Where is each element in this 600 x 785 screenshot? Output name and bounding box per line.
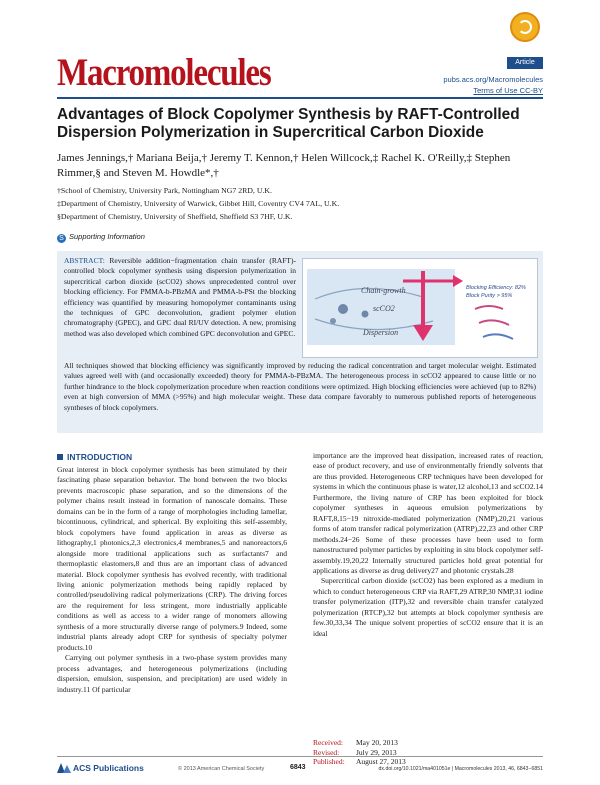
copyright-notice: © 2013 American Chemical Society [178, 766, 265, 772]
affiliation-3: §Department of Chemistry, University of Sheffield, Sheffield S3 7HF, U.K. [57, 212, 293, 221]
header-divider [57, 97, 543, 99]
revised-date: July 29, 2013 [356, 747, 397, 757]
right-column [313, 451, 543, 639]
terms-of-use-link[interactable]: Terms of Use CC-BY [473, 86, 543, 95]
footer-divider [57, 756, 543, 757]
toc-label-chain: Chain-growth [361, 286, 406, 295]
toc-label-dispersion: Dispersion [363, 328, 399, 337]
received-row [313, 738, 406, 748]
toc-label-conversion: Block Purity > 95% [466, 293, 513, 299]
toc-graphic-svg [303, 259, 539, 359]
abstract-text-part1 [64, 256, 296, 339]
page-number: 6843 [290, 764, 306, 771]
toc-label-blocking: Blocking Efficiency: 82% [466, 285, 526, 291]
publisher-name: ACS Publications [73, 763, 144, 773]
abstract-body-1: Reversible addition−fragmentation chain transfer (RAFT)-controlled block copolymer synthesis using dispersion polymerization in supercritical carbon dioxide (scCO2) shows unprecedented control over blocking efficiency. For PMMA-b-PBzMA and PMMA-b-PSt the blocking efficiency was quantified by measuring homopolymer contaminants using the techniques of GPC deconvolution, gradient polymer elution chromatography (GPEC), and GPC dual RI/UV detection. A new, promising method was also developed which combined GPC deconvolution and GPEC. [64, 256, 296, 338]
toc-label-co2: scCO2 [373, 304, 395, 313]
article-type-badge: Article [507, 57, 543, 69]
toc-polymer-strand [479, 320, 509, 325]
author-list: James Jennings,† Mariana Beija,† Jeremy T. Kennon,† Helen Willcock,‡ Rachel K. O'Reilly,‡ Stephen Rimmer,§ and Steven M. Howdle*,† [57, 152, 511, 179]
doi-citation[interactable]: dx.doi.org/10.1021/ma401051e | Macromolecules 2013, 46, 6843−6851 [378, 766, 543, 772]
acs-logo-icon [57, 763, 71, 773]
left-column [57, 465, 287, 695]
intro-paragraph-4: Supercritical carbon dioxide (scCO2) has been explored as a medium in which to conduct heterogeneous CRP via RAFT,29 ATRP,30 NMP,31 iodine transfer polymerization (ITP),32 and reversible chain transfer catalyzed polymerization (RTCP),32 but attempts at block copolymer synthesis are few.30,33,34 The unique solvent properties of scCO2 ensure that it is an ideal [313, 576, 543, 638]
toc-graphic [302, 258, 538, 358]
supporting-info-icon: S [57, 234, 66, 243]
supporting-info-link[interactable] [57, 232, 145, 243]
journal-url-link[interactable]: pubs.acs.org/Macromolecules [443, 75, 543, 84]
supporting-info-label: Supporting Information [69, 232, 145, 241]
affiliation-1: †School of Chemistry, University Park, Nottingham NG7 2RD, U.K. [57, 186, 272, 195]
received-label: Received: [313, 738, 343, 747]
intro-paragraph-2: Carrying out polymer synthesis in a two-phase system provides many process advantages, and heterogeneous polymerizations (including dispersion, emulsion, suspension, and precipitation) are used widely in industry.11 Of particular [57, 653, 287, 694]
toc-particle [338, 304, 348, 314]
abstract-text-part2: All techniques showed that blocking efficiency was significantly improved by reducing the radical concentration and target molecular weight. Estimated values agreed well with (and occasionally exceeded) theory for PMMA-b-PBzMA. The heterogeneous process in scCO2 appeared to cause little or no further hindrance to the block copolymerization procedure when reaction conditions were optimized. High blocking efficiencies were achieved (up to 82%) even at high conversion of MMA (>95%) and high molecular weight. These data compare favorably to numerous published reports of heterogeneous syntheses of block copolymers. [64, 361, 536, 412]
toc-polymer-strand [475, 306, 503, 309]
received-date: May 20, 2013 [356, 738, 398, 747]
publication-history [313, 738, 406, 767]
article-title: Advantages of Block Copolymer Synthesis by RAFT-Controlled Dispersion Polymerization in Supercritical Carbon Dioxide [57, 106, 520, 141]
affiliation-2: ‡Department of Chemistry, University of Warwick, Gibbet Hill, Coventry CV4 7AL, U.K. [57, 199, 340, 208]
revised-label: Revised: [313, 747, 340, 757]
toc-particle [362, 311, 369, 318]
intro-paragraph-1: Great interest in block copolymer synthesis has been stimulated by their fascinating phase separation behavior. The bond between the two blocks prevents macroscopic phase separation, and so the dimensions of the polymer chains result instead in formation of nanoscale domains. These domains can be in the form of a range of morphologies including lamellar, bicontinuous, cylindrical, and spherical. By exploiting this self-assembly, block copolymers have found application in areas as diverse as lithography,1 photonics,2,3 electronics,4 membranes,5 and nanoreactors,6 alongside more traditional applications such as surfactants7 and thermoplastic elastomers,8 and thus are an important class of advanced material. Block copolymer synthesis has evolved recently, with traditional living anionic polymerization methods being rapidly replaced by controlled/pseudoliving radical polymerizations (CRP). The driving forces are the requirement for less stringent, more industrially applicable conditions as well as access to a wider range of monomers allowing synthesis of a more structurally diverse range of polymers.9 Indeed, some industrial plants already adopt CRP for synthesis of specialty polymer products.10 [57, 465, 287, 652]
intro-paragraph-3: importance are the improved heat dissipation, increased rates of reaction, ease of product recovery, and use of environmentally friendly solvents that are thus provided. Heterogeneous CRP techniques have been developed for systems in which the continuous phase is water,12 alcohol,13 and scCO2.14 Furthermore, the living nature of CRP has been exploited for block copolymer syntheses in aqueous emulsion polymerizations by RAFT,8,15−19 nitroxide-mediated polymerization (NMP),20,21 various forms of atom transfer radical polymerization (ATRP),22,23 and other CRP methods.24−26 Some of these processes have been used to form nanostructured polymer particles by exploiting in situ block copolymer self-assembly.19,20,22 Internally structured particles hold great potential for applications as diverse as drug delivery27 and photonic crystals.28 [313, 451, 543, 575]
acs-publications-logo[interactable] [57, 763, 144, 773]
abstract-label: ABSTRACT: [64, 256, 105, 265]
open-access-icon [510, 12, 540, 42]
toc-polymer-strand [483, 334, 513, 339]
intro-heading [57, 452, 132, 462]
intro-heading-label: INTRODUCTION [67, 452, 133, 462]
published-date: August 27, 2013 [356, 757, 406, 766]
journal-title: Macromolecules [57, 52, 271, 95]
toc-arrow-head-right [453, 275, 463, 287]
section-bullet-icon [57, 454, 63, 460]
published-label: Published: [313, 757, 345, 766]
toc-particle [330, 318, 336, 324]
